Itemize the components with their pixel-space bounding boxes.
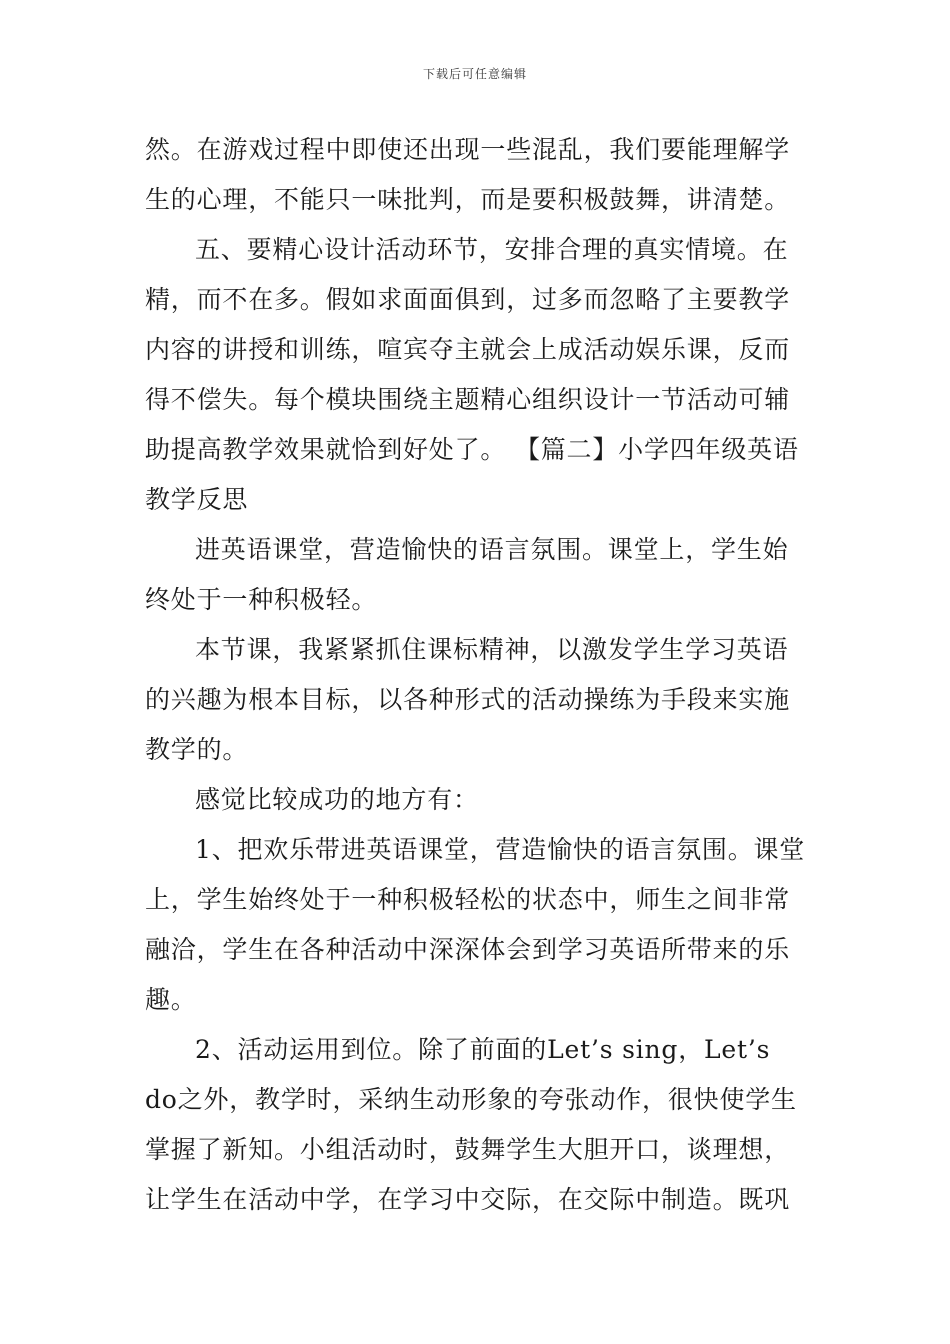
paragraph-start-line: 本节课，我紧紧抓住课标精神，以激发学生学习英语 xyxy=(195,635,789,664)
text-line: 掌握了新知。小组活动时，鼓舞学生大胆开口，谈理想， xyxy=(145,1135,791,1164)
text-line: 然。在游戏过程中即使还出现一些混乱，我们要能理解学 xyxy=(145,135,791,164)
document-body xyxy=(145,125,807,1225)
text-line: 生的心理，不能只一味批判，而是要积极鼓舞，讲清楚。 xyxy=(145,185,791,214)
text-line: 助提高教学效果就恰到好处了。 【篇二】小学四年级英语 xyxy=(145,435,799,464)
text-line: 上，学生始终处于一种积极轻松的状态中，师生之间非常 xyxy=(145,885,791,914)
text-line: 精，而不在多。假如求面面俱到，过多而忽略了主要教学 xyxy=(145,285,791,314)
text-line: do之外，教学时，采纳生动形象的夸张动作，很快使学生 xyxy=(145,1085,797,1114)
text-line: 得不偿失。每个模块围绕主题精心组织设计一节活动可辅 xyxy=(145,385,791,414)
text-line: 终处于一种积极轻。 xyxy=(145,585,378,614)
paragraph-start-line: 五、要精心设计活动环节，安排合理的真实情境。在 xyxy=(195,235,789,264)
text-line: 教学的。 xyxy=(145,735,249,764)
paragraph-start-line: 1、把欢乐带进英语课堂，营造愉快的语言氛围。课堂 xyxy=(195,835,806,864)
paragraph-start-line: 进英语课堂，营造愉快的语言氛围。课堂上，学生始 xyxy=(195,535,789,564)
paragraph-start-line: 2、活动运用到位。除了前面的Let’s sing，Let’s xyxy=(195,1035,771,1064)
text-line: 内容的讲授和训练，喧宾夺主就会上成活动娱乐课，反而 xyxy=(145,335,791,364)
text-line: 让学生在活动中学，在学习中交际，在交际中制造。既巩 xyxy=(145,1185,791,1214)
text-line: 教学反思 xyxy=(145,485,249,514)
text-line: 的兴趣为根本目标，以各种形式的活动操练为手段来实施 xyxy=(145,685,791,714)
paragraph-start-line: 感觉比较成功的地方有： xyxy=(195,785,479,814)
text-line: 趣。 xyxy=(145,985,197,1014)
text-line: 融洽，学生在各种活动中深深体会到学习英语所带来的乐 xyxy=(145,935,791,964)
page-header: 下载后可任意编辑 xyxy=(422,67,527,81)
